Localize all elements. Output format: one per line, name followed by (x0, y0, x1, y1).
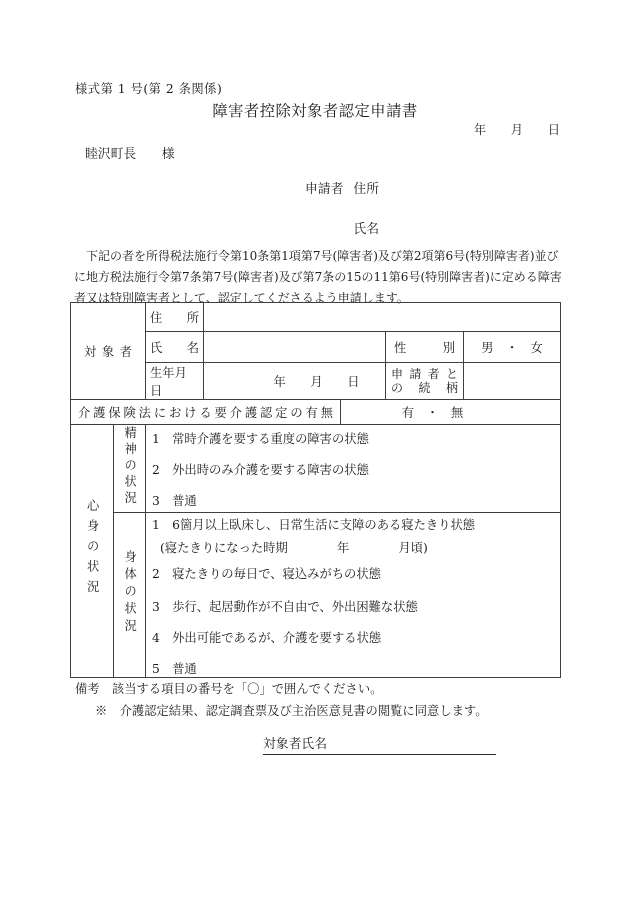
name-blank-cell (204, 332, 386, 363)
applicant-address-label: 住所 (353, 182, 379, 197)
mind-body-status-label: 心身の状況 (85, 498, 100, 601)
physical-item-4: 4 外出可能であるが、介護を要する状態 (152, 631, 382, 645)
mental-status-header-cell (114, 425, 146, 513)
physical-item-2: 2 寝たきりの毎日で、寝込みがちの状態 (152, 567, 381, 581)
physical-item-1: 1 6箇月以上臥床し、日常生活に支障のある寝たきり状態 (152, 518, 476, 532)
physical-item-1-note: (寝たきりになった時期 年 月頃) (160, 541, 428, 555)
sex-label-cell: 性別 (386, 332, 464, 363)
date-line: 年 月 日 (473, 123, 560, 137)
mental-item-2: 2 外出時のみ介護を要する障害の状態 (152, 463, 369, 477)
addressee-line: 睦沢町長 様 (85, 147, 175, 162)
statement-line-1: 下記の者を所得税法施行令第10条第1項第7号(障害者)及び第2項第6号(特別障害者)並び (74, 249, 559, 263)
relation-label-line-2: の続柄 (391, 381, 458, 395)
target-person-header-cell: 対象者 (71, 303, 146, 400)
form-table (70, 302, 561, 678)
physical-status-header-cell (114, 513, 146, 678)
relation-blank-cell (464, 363, 561, 400)
mental-item-3: 3 普通 (152, 494, 197, 508)
address-label-cell: 住所 (146, 303, 204, 332)
care-certification-label-cell: 介護保険法における要介護認定の有無 (71, 400, 341, 425)
relation-label-line-1: 申請者と (391, 367, 458, 381)
birthdate-label-cell: 生年月日 (146, 363, 204, 400)
care-certification-value-cell: 有 ・ 無 (341, 400, 561, 425)
form-number: 様式第 1 号(第 2 条関係) (75, 82, 223, 96)
statement-line-3: 者又は特別障害者として、認定してくださるよう申請します。 (74, 291, 409, 305)
signature-label: 対象者氏名 (263, 737, 327, 752)
statement-line-2: に地方税法施行令第7条第7号(障害者)及び第7条の15の11第6号(特別障害者)に定める障害 (74, 270, 562, 284)
application-statement (74, 246, 574, 309)
remarks-line: 備考 該当する項目の番号を「〇」で囲んでください。 (75, 682, 383, 696)
birthdate-value-cell: 年 月 日 (204, 363, 386, 400)
applicant-block (305, 178, 379, 237)
relation-label-cell (386, 363, 464, 400)
mind-body-status-header-cell (71, 425, 114, 678)
applicant-fields (353, 178, 379, 237)
applicant-name-label: 氏名 (353, 222, 379, 237)
consent-note-line: ※ 介護認定結果、認定調査票及び主治医意見書の閲覧に同意します。 (95, 704, 488, 718)
document-title: 障害者控除対象者認定申請書 (212, 102, 418, 120)
sex-value-cell: 男 ・ 女 (464, 332, 561, 363)
physical-status-items-cell (146, 513, 561, 678)
mental-item-1: 1 常時介護を要する重度の障害の状態 (152, 432, 369, 446)
mental-status-label: 精神の状況 (122, 426, 137, 508)
physical-status-label: 身体の状況 (122, 550, 137, 637)
physical-item-3: 3 歩行、起居動作が不自由で、外出困難な状態 (152, 600, 418, 614)
address-blank-cell (204, 303, 561, 332)
applicant-label: 申請者 (305, 182, 344, 197)
mental-status-items-cell (146, 425, 561, 513)
name-label-cell: 氏名 (146, 332, 204, 363)
signature-line (263, 733, 496, 755)
physical-item-5: 5 普通 (152, 662, 197, 676)
